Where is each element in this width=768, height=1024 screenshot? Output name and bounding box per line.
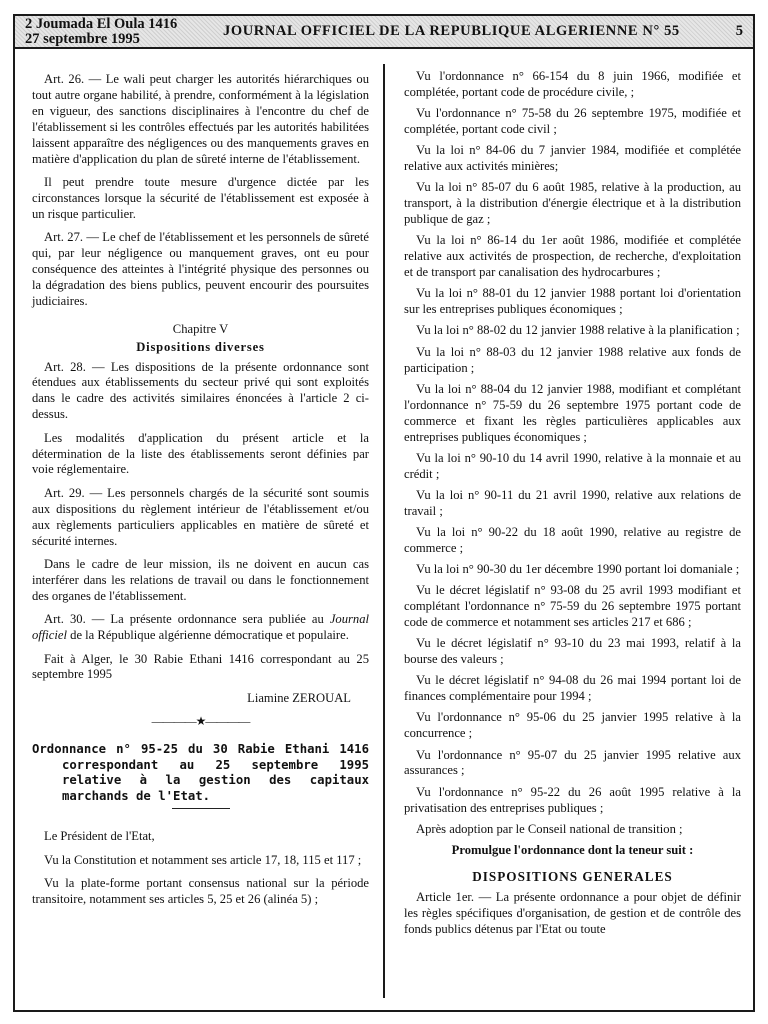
article-30-suffix: de la République algérienne démocratique et populaire. [70, 628, 349, 643]
visa-item: Vu l'ordonnance n° 95-22 du 26 août 1995 relative à la privatisation des entreprises publiques ; [404, 784, 741, 815]
visa-item: Vu l'ordonnance n° 75-58 du 26 septembre 1975, modifiée et complétée, portant code civil ; [404, 106, 741, 137]
header-date-gregorian: 27 septembre 1995 [25, 31, 140, 47]
visa-item: Vu l'ordonnance n° 66-154 du 8 juin 1966, modifiée et complétée, portant code de procédure civile, ; [404, 69, 741, 99]
president-line: Le Président de l'Etat, [44, 829, 155, 844]
signatory: Liamine ZEROUAL [247, 690, 351, 705]
column-divider [383, 64, 385, 998]
visa-item: Vu la loi n° 85-07 du 6 août 1985, relative à la production, au transport, à la distribution d'énergie électrique et à la distribution publique de gaz ; [404, 180, 741, 227]
adoption-line: Après adoption par le Conseil national de transition ; [416, 821, 683, 836]
section-title: DISPOSITIONS GENERALES [472, 868, 673, 884]
right-column [404, 69, 741, 943]
ordonnance-title: Ordonnance n° 95-25 du 30 Rabie Ethani 1416 correspondant au 25 septembre 1995 relative à la gestion des capitaux marchands de l'Etat. [32, 742, 369, 803]
visa-item: Vu la loi n° 90-30 du 1er décembre 1990 portant loi domaniale ; [416, 562, 740, 577]
article-30-prefix: Art. 30. — La présente ordonnance sera publiée au [44, 612, 324, 627]
article-28: Art. 28. — Les dispositions de la présente ordonnance sont étendues aux établissements du secteur privé qui sont exploités dans le cadre des activités similaires énoncées à l'article 2 ci-dessus. [32, 359, 369, 422]
title-underline [172, 808, 230, 809]
chapter-title: Dispositions diverses [136, 339, 265, 354]
header-date-hijri: 2 Joumada El Oula 1416 [25, 16, 178, 32]
journal-header [15, 16, 753, 49]
article-30 [32, 612, 369, 644]
visa-item: Vu la loi n° 88-02 du 12 janvier 1988 relative à la planification ; [416, 323, 740, 338]
visa-item: Vu la loi n° 88-03 du 12 janvier 1988 relative aux fonds de participation ; [404, 344, 741, 375]
article-28-paragraph-2: Les modalités d'application du présent article et la détermination de la liste des établissements seront définies par voie réglementaire. [32, 430, 369, 477]
visa-item: Vu l'ordonnance n° 95-07 du 25 janvier 1995 relative aux assurances ; [404, 747, 741, 778]
visa-item: Vu la loi n° 84-06 du 7 janvier 1984, modifiée et complétée relative aux activités minières; [404, 143, 741, 174]
visa-item: Vu le décret législatif n° 93-10 du 23 mai 1993, relatif à la bourse des valeurs ; [404, 636, 741, 667]
header-journal-title: JOURNAL OFFICIEL DE LA REPUBLIQUE ALGERIENNE N° 55 [223, 23, 680, 39]
chapter-label: Chapitre V [172, 321, 229, 336]
visa-item: Vu la loi n° 88-04 du 12 janvier 1988, modifiant et complétant l'ordonnance n° 75-59 du 26 septembre 1975 portant code de commerce et fixant les règles particulières applicables aux entreprises publiques économiques ; [404, 381, 741, 444]
visa-plateforme: Vu la plate-forme portant consensus national sur la période transitoire, notamment ses articles 5, 25 et 26 (alinéa 5) ; [32, 875, 369, 906]
visa-item: Vu la loi n° 90-11 du 21 avril 1990, relative aux relations de travail ; [404, 487, 741, 518]
visa-item: Vu la loi n° 88-01 du 12 janvier 1988 portant loi d'orientation sur les entreprises publiques économiques ; [404, 286, 741, 317]
article-29: Art. 29. — Les personnels chargés de la sécurité sont soumis aux dispositions du règlement intérieur de l'établissement et/ou aux règlements particuliers applicables en matière de sûreté et sécurité internes. [32, 485, 369, 548]
article-27: Art. 27. — Le chef de l'établissement et les personnels de sûreté qui, par leur négligence ou manquement graves, ont eu pour conséquence des atteintes à l'intégrité physique des personnes ou la dégradation des biens publics, peuvent encourir des poursuites judiciaires. [32, 230, 369, 308]
left-column [32, 72, 369, 915]
article-29-paragraph-2: Dans le cadre de leur mission, ils ne doivent en aucun cas interférer dans les relations de travail ou dans le fonctionnement des organes de l'établissement. [32, 556, 369, 603]
header-date [25, 17, 177, 47]
visa-item: Vu l'ordonnance n° 95-06 du 25 janvier 1995 relative à la concurrence ; [404, 710, 741, 741]
article-26-paragraph-2: Il peut prendre toute mesure d'urgence dictée par les circonstances lorsque la sécurité de l'établissement est exposée à un risque particulier. [32, 174, 369, 221]
article-26: Art. 26. — Le wali peut charger les autorités hiérarchiques ou tout autre organe habilité, à prendre, conformément à la législation en vigueur, des sanctions disciplinaires à l'encontre du chef de l'établissement si les contrôles effectués par les autorités habilitées laissent apparaître des négligences ou des manquements graves en matière d'application du plan de sûreté interne de l'établissement. [32, 72, 369, 166]
visa-item: Vu la loi n° 90-22 du 18 août 1990, relative au registre de commerce ; [404, 524, 741, 555]
star-separator: ————★———— [151, 714, 250, 729]
visa-item: Vu le décret législatif n° 94-08 du 26 mai 1994 portant loi de finances complémentaire pour 1994 ; [404, 673, 741, 704]
promulgue-line: Promulgue l'ordonnance dont la teneur suit : [451, 843, 694, 857]
fait-a-alger: Fait à Alger, le 30 Rabie Ethani 1416 correspondant au 25 septembre 1995 [32, 651, 369, 682]
article-1: Article 1er. — La présente ordonnance a pour objet de définir les règles spécifiques d'organisation, de gestion et de contrôle des fonds publics détenus par l'Etat ou toute [404, 890, 741, 936]
visa-item: Vu la loi n° 90-10 du 14 avril 1990, relative à la monnaie et au crédit ; [404, 450, 741, 481]
visa-item: Vu la loi n° 86-14 du 1er août 1986, modifiée et complétée relative aux activités de prospection, de recherche, d'exploitation et de transport par canalisation des hydrocarbures ; [404, 233, 741, 280]
visa-constitution: Vu la Constitution et notamment ses article 17, 18, 115 et 117 ; [44, 852, 362, 867]
journal-officiel-italic: Journal officiel [32, 612, 370, 643]
visa-item: Vu le décret législatif n° 93-08 du 25 avril 1993 modifiant et complétant l'ordonnance n° 75-59 du 26 septembre 1975 portant code de commerce et notamment ses articles 217 et 686 ; [404, 583, 741, 630]
header-page-number: 5 [735, 23, 743, 39]
